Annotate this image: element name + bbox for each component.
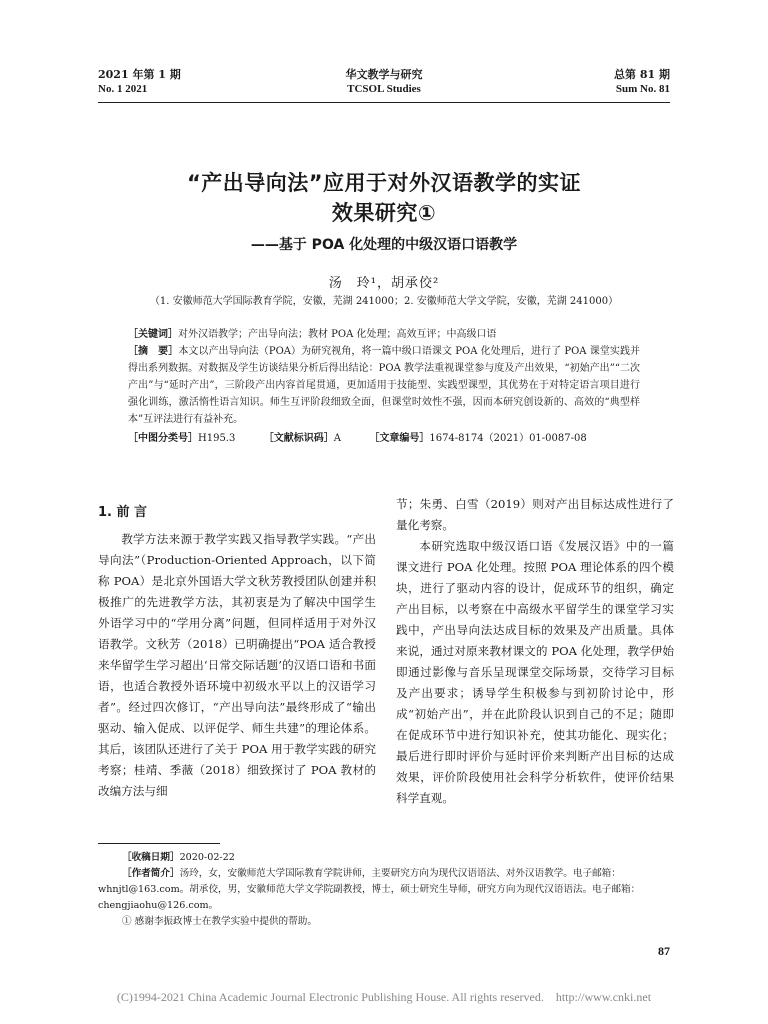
clc-label: ［中图分类号］ — [128, 433, 198, 444]
copyright-notice: (C)1994-2021 China Academic Journal Electronic Publishing House. All rights reserved. http://www.cnki.net — [116, 990, 652, 1004]
article-number-value: 1674-8174（2021）01-0087-08 — [429, 433, 587, 444]
author-bio-line — [98, 866, 674, 914]
journal-cn: 华文教学与研究 — [345, 68, 423, 81]
header-center — [284, 68, 484, 96]
clc-value: H195.3 — [198, 433, 236, 444]
issue-cn: 2021 年第 1 期 — [98, 68, 181, 81]
abstract-text: 本文以产出导向法（POA）为研究视角，将一篇中级口语课文 POA 化处理后，进行了 POA 课堂实践并得出系列数据。对数据及学生访谈结果分析后得出结论：POA 教学法重视课堂参与度及产出效果，“初始产出”“二次产出”与“延时产出”，三阶段产出内容首尾贯通，更加适用于技能型、实践型课型，其优势在于对特定语言项目进行强化训练，激活惰性语言知识。师生互评阶段细致全面，但课堂时效性不强，因而本研究创设新的、高效的“典型样本”互评法进行有益补充。 — [128, 346, 640, 425]
abstract-block — [128, 326, 640, 447]
intro-paragraph-1: 教学方法来源于教学实践又指导教学实践。“产出导向法”（Production-Oriented Approach，以下简称 POA）是北京外国语大学文秋芳教授团队创建并积极推广的先进教学方法，其初衷是为了解决中国学生外语学习中的“学用分离”问题，但同样适用于对外汉语教学。文秋芳（2018）已明确提出“POA 适合教授来华留学生学习超出‘日常交际话题’的汉语口语和书面语，也适合教授外语环境中初级水平以上的汉语学习者”。经过四次修订，“产出导向法”最终形成了“输出驱动、输入促成、以评促学、师生共建”的理论体系。其后，该团队还进行了关于 POA 用于教学实践的研究考察；桂靖、季薇（2018）细致探讨了 POA 教材的改编方法与细 — [98, 532, 376, 798]
header-right — [614, 68, 670, 96]
intro-paragraph-2: 本研究选取中级汉语口语《发展汉语》中的一篇课文进行 POA 化处理。按照 POA 理论体系的四个模块，进行了驱动内容的设计，促成环节的组织，确定产出目标，以考察在中高级水平留学生的课堂学习实践中，产出导向法达成目标的效果及产出质量。具体来说，通过对原来教材课文的 POA 化处理，教学伊始即通过影像与音乐呈现课堂交际场景，交待学习目标及产出要求；诱导学生积极参与到初阶讨论中，形成“初始产出”，并在此阶段认识到自己的不足；随即在促成环节中进行知识补充，使其功能化、现实化；最后进行即时评价与延时评价来判断产出目标的达成效果，评价阶段使用社会科学分析软件，使评价结果科学直观。 — [396, 539, 674, 805]
header-left — [98, 68, 181, 96]
author-affiliations: （1. 安徽师范大学国际教育学院，安徽，芜湖 241000；2. 安徽师范大学文学院，安徽，芜湖 241000） — [149, 296, 619, 307]
keywords-label: ［关键词］ — [128, 329, 178, 340]
body-left-column — [98, 502, 376, 802]
abstract-paragraph — [128, 343, 640, 428]
received-label: ［收稿日期］ — [122, 852, 180, 863]
article-number-label: ［文章编号］ — [369, 433, 430, 444]
total-issue-en: Sum No. 81 — [615, 83, 670, 95]
author-bio-label: ［作者简介］ — [122, 868, 180, 879]
author-bio-text: 汤玲，女，安徽师范大学国际教育学院讲师，主要研究方向为现代汉语语法、对外汉语教学。电子邮箱：whnjtl@163.com。胡承佼，男，安徽师范大学文学院副教授，博士，硕士研究生导师，研究方向为现代汉语语法。电子邮箱：chengjiaohu@126.com。 — [98, 868, 641, 911]
article-subtitle: ——基于 POA 化处理的中级汉语口语教学 — [250, 237, 518, 253]
footnotes — [98, 850, 674, 930]
header-rule — [98, 102, 670, 103]
issue-en: No. 1 2021 — [98, 83, 148, 95]
doc-code-value: A — [333, 433, 341, 444]
keywords-line — [128, 326, 640, 343]
total-issue-cn: 总第 81 期 — [614, 68, 670, 81]
abstract-label: ［摘 要］ — [128, 346, 179, 357]
page-number: 87 — [658, 944, 670, 958]
author-names: 汤 玲¹，胡承佼² — [328, 276, 440, 291]
article-title-line2: 效果研究① — [331, 201, 437, 225]
body-right-column — [396, 494, 674, 809]
footnote-rule — [98, 843, 220, 844]
received-date: 2020-02-22 — [179, 852, 235, 863]
section-heading-intro: 1. 前 言 — [98, 505, 148, 520]
keywords-text: 对外汉语教学；产出导向法；教材 POA 化处理；高效互评；中高级口语 — [178, 329, 497, 340]
received-date-line — [98, 850, 674, 866]
intro-paragraph-1-continued: 节；朱勇、白雪（2019）则对产出目标达成性进行了量化考察。 — [396, 497, 674, 532]
article-title-line1: “产出导向法”应用于对外汉语教学的实证 — [186, 171, 582, 195]
classification-line — [128, 430, 640, 447]
doc-code-label: ［文献标识码］ — [263, 433, 334, 444]
journal-en: TCSOL Studies — [347, 83, 421, 95]
acknowledgement-note: ① 感谢李振政博士在教学实验中提供的帮助。 — [122, 916, 317, 927]
